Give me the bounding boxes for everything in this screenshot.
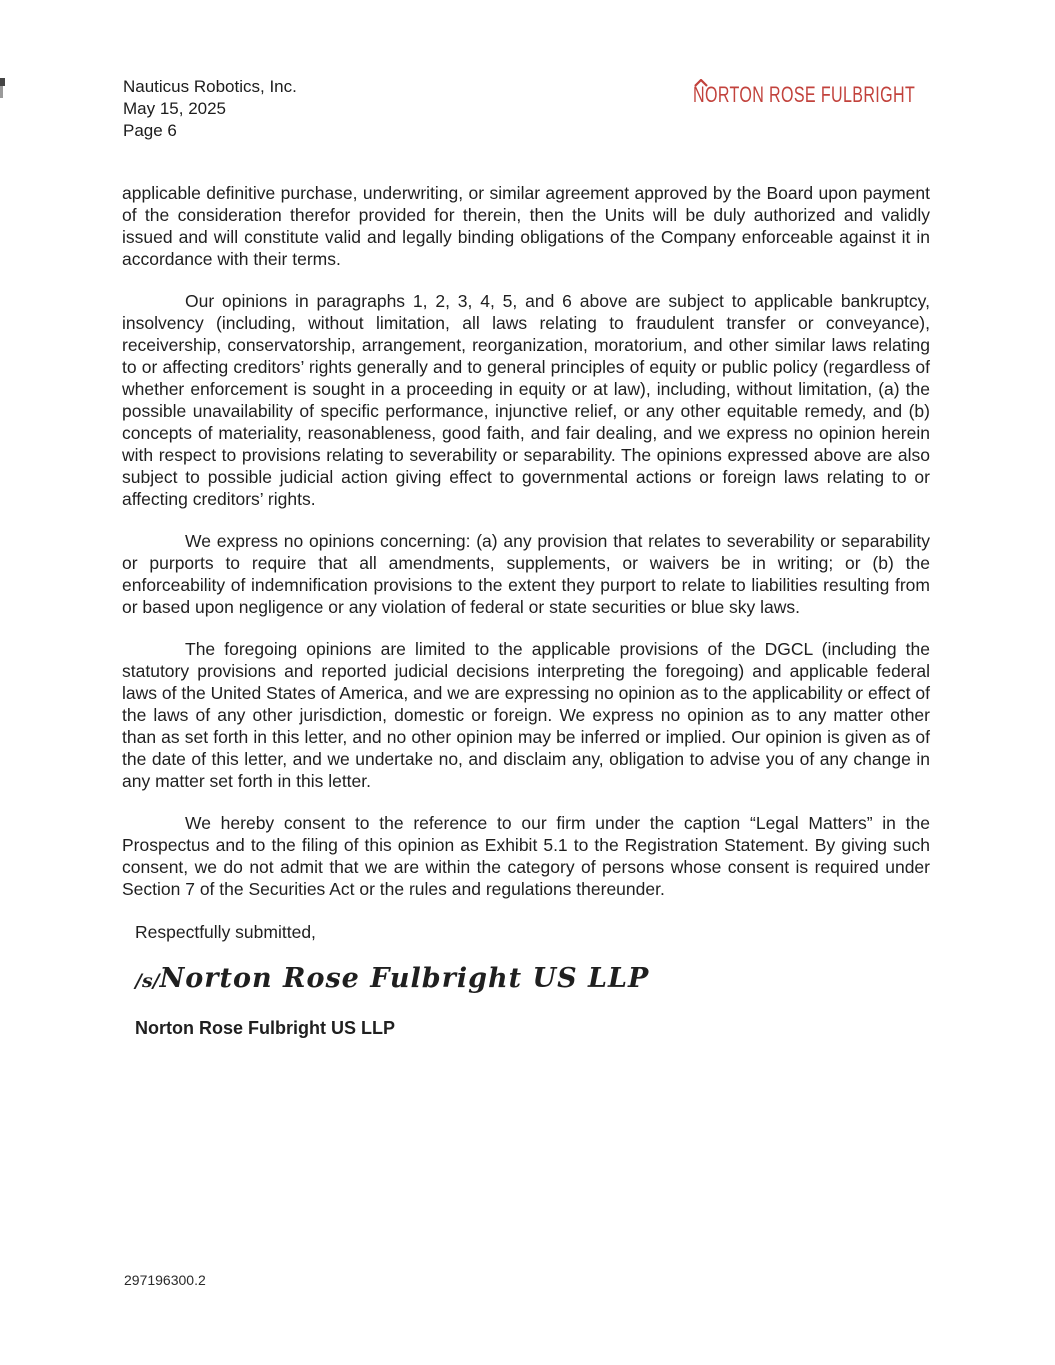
signature-line xyxy=(122,962,930,998)
edge-artifact-top xyxy=(0,78,5,86)
letter-body xyxy=(122,182,930,1039)
page-number-label: Page 6 xyxy=(123,121,177,140)
company-name: Nauticus Robotics, Inc. xyxy=(123,77,297,96)
norton-rose-fulbright-logo xyxy=(693,84,997,108)
edge-artifact-stem xyxy=(0,86,3,98)
edge-artifact xyxy=(0,78,6,100)
paragraph-continuation: applicable definitive purchase, underwriting, or similar agreement approved by the Board upon payment of the consideration therefor provided for therein, then the Units will be duly authorized and validly issued and will constitute valid and legally binding obligations of the Company enforceable against it in accordance with their terms. xyxy=(122,183,930,269)
letterhead-address-block xyxy=(123,76,297,142)
document-number: 297196300.2 xyxy=(124,1272,206,1288)
signature-script: Norton Rose Fulbright US LLP xyxy=(159,963,650,994)
signature-prefix: /s/ xyxy=(135,970,160,992)
closing-line: Respectfully submitted, xyxy=(135,922,316,942)
letter-date: May 15, 2025 xyxy=(123,99,227,118)
paragraph-consent: We hereby consent to the reference to our firm under the caption “Legal Matters” in the Prospectus and to the filing of this opinion as Exhibit 5.1 to the Registration Statement. By giving such consent, we do not admit that we are within the category of persons whose consent is required under Section 7 of the Securities Act or the rules and regulations thereunder. xyxy=(122,813,930,899)
paragraph-foregoing-opinions: The foregoing opinions are limited to the applicable provisions of the DGCL (including the statutory provisions and reported judicial decisions interpreting the foregoing) and applicable federal laws of the United States of America, and we are expressing no opinion as to the applicability or effect of the laws of any other jurisdiction, domestic or foreign. We express no opinion as to any matter other than as set forth in this letter, and no other opinion may be inferred or implied. Our opinion is given as of the date of this letter, and we undertake no, and disclaim any, obligation to advise you of any change in any matter set forth in this letter. xyxy=(122,639,930,791)
logo-wordmark: NORTON ROSE FULBRIGHT xyxy=(693,82,916,107)
paragraph-no-opinions: We express no opinions concerning: (a) any provision that relates to severability or separability or purports to require that all amendments, supplements, or waivers be in writing; or (b) the enforceability of indemnification provisions to the extent they purport to relate to liabilities resulting from or based upon negligence or any violation of federal or state securities or blue sky laws. xyxy=(122,531,930,617)
signature-printed-name: Norton Rose Fulbright US LLP xyxy=(135,1018,395,1038)
paragraph-opinions-qualifications: Our opinions in paragraphs 1, 2, 3, 4, 5, and 6 above are subject to applicable bankruptcy, insolvency (including, without limitation, all laws relating to fraudulent transfer or conveyance), receivership, conservatorship, arrangement, reorganization, moratorium, and other similar laws relating to or affecting creditors’ rights generally and to general principles of equity or public policy (regardless of whether enforcement is sought in a proceeding in equity or at law), including, without limitation, (a) the possible unavailability of specific performance, injunctive relief, or any other equitable remedy, and (b) concepts of materiality, reasonableness, good faith, and fair dealing, and we express no opinion herein with respect to provisions relating to severability or separability. The opinions expressed above are also subject to possible judicial action giving effect to governmental actions or foreign laws relating to or affecting creditors’ rights. xyxy=(122,291,930,509)
